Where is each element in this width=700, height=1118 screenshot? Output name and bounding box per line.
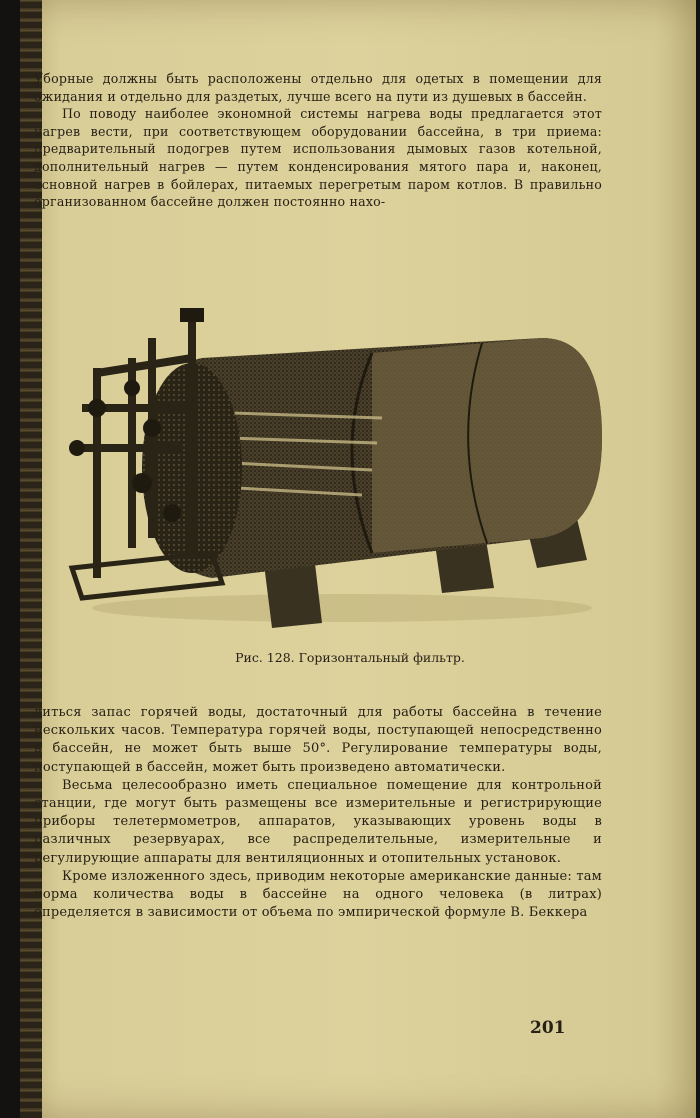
paragraph: Кроме изложенного здесь, приводим некоторые американские данные: там норма количества воды в бассейне на одного человека (в литрах) определяется в зависимости от объема по эмпирической формуле В. Беккера: [34, 868, 602, 921]
paragraph: Весьма целесообразно иметь специальное помещение для контрольной станции, где могут быть размещены все измерительные и регистрирующие приборы телетермометров, аппаратов, указывающих уровень воды в различных резервуарах, все распределительные, измерительные и регулирующие аппараты для вентиляционных и отопительных установок.: [34, 777, 602, 866]
figure-caption: Рис. 128. Горизонтальный фильтр.: [235, 650, 465, 665]
text-block-bottom: [34, 704, 602, 922]
paragraph: По поводу наиболее экономной системы нагрева воды предлагается этот нагрев вести, при соответствующем оборудовании бассейна, в три приема: предварительный подогрев путем использования дымовых газов котельной, дополнительный нагрев — путем конденсирования мятого пара и, наконец, основной нагрев в бойлерах, питаемых перегретым паром котлов. В правильно организованном бассейне должен постоянно нахо-: [34, 106, 602, 210]
horizontal-filter-illustration: [42, 298, 602, 638]
page-number: 201: [530, 1018, 566, 1038]
text-block-top: [34, 70, 602, 211]
paragraph: диться запас горячей воды, достаточный для работы бассейна в течение нескольких часов. Температура горячей воды, поступающей непосредственно в бассейн, не может быть выше 50°. Регулирование температуры воды, поступающей в бассейн, может быть произведено автоматически.: [34, 705, 602, 775]
paragraph: Уборные должны быть расположены отдельно для одетых в помещении для ожидания и отдельно для раздетых, лучше всего на пути из душевых в бассейн.: [34, 71, 602, 104]
